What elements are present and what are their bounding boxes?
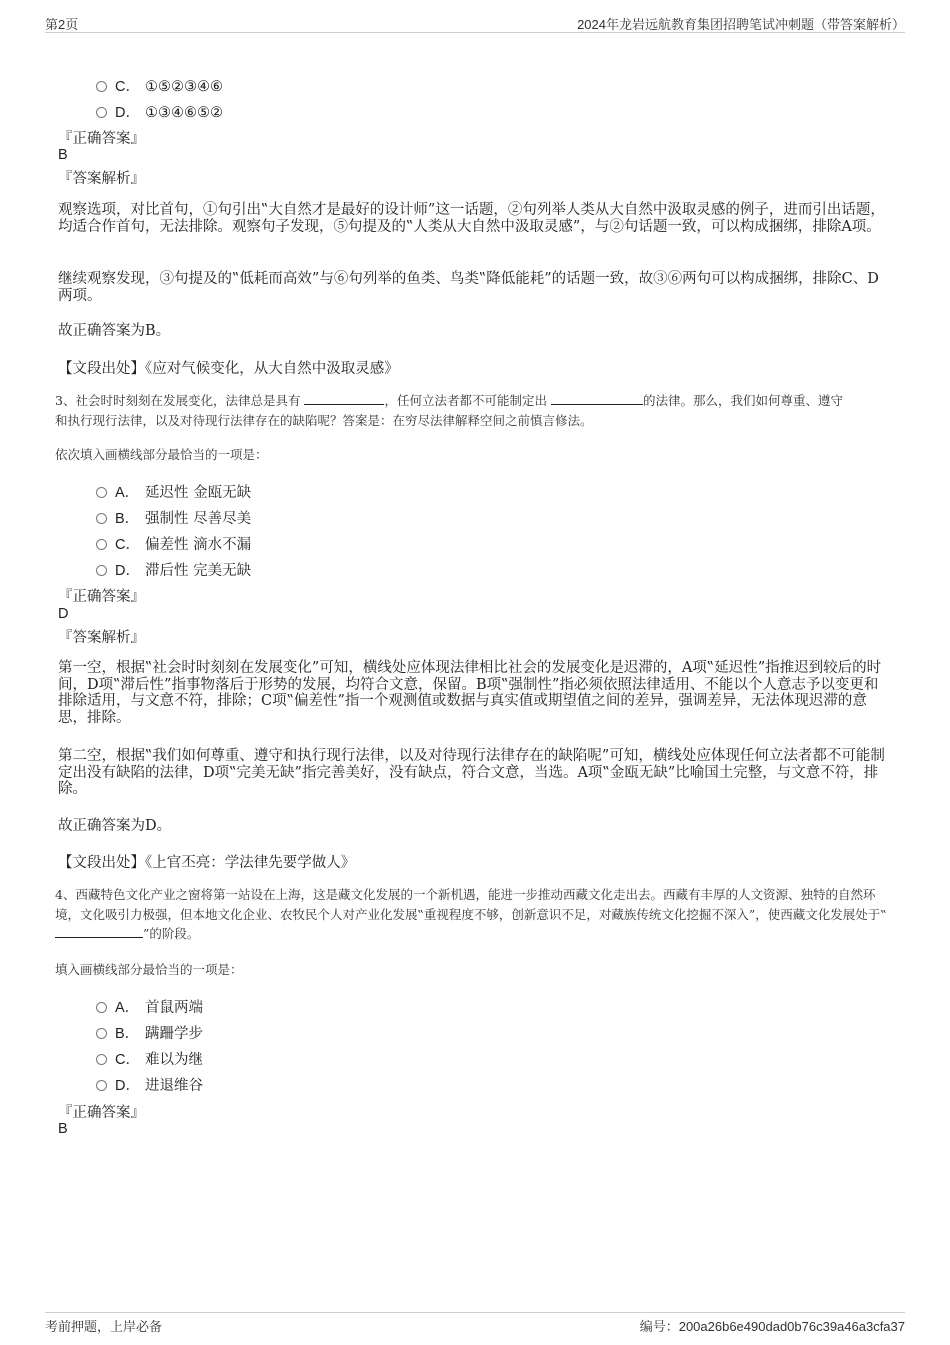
- q2-analysis-label: 『答案解析』: [58, 171, 145, 187]
- q2-answer: B: [58, 147, 68, 163]
- radio-icon[interactable]: [96, 487, 107, 498]
- page-number: 第2页: [45, 17, 79, 32]
- q4-stem: 4、西藏特色文化产业之窗将第一站设在上海，这是藏文化发展的一个新机遇，能进一步推动西藏文化走出去。西藏有丰厚的人文资源、独特的自然环境，文化吸引力极强，但本地文化企业、农牧民个人对产业化发展‟重视程度不够，创新意识不足，对藏族传统文化挖掘不深入”，使西藏文化发展处于‟”的阶段。: [55, 887, 887, 941]
- q3-analysis-p2: 第二空，根据‟我们如何尊重、遵守和执行现行法律，以及对待现行法律存在的缺陷呢”可知，横线处应体现任何立法者都不可能制定出没有缺陷的法律，D项‟完美无缺”指完善美好，没有缺点，符合文意，当选。A项‟金瓯无缺”比喻国土完整，与文意不符，排除。: [58, 748, 885, 797]
- q3-analysis-p3: 故正确答案为D。: [58, 818, 172, 834]
- q3-prompt: 依次填入画横线部分最恰当的一项是：: [55, 447, 268, 462]
- radio-icon[interactable]: [96, 1002, 107, 1013]
- q4-option-b[interactable]: B． 蹒跚学步: [96, 1022, 203, 1043]
- page-header: [45, 12, 905, 33]
- blank-3: [55, 925, 143, 938]
- radio-icon[interactable]: [96, 539, 107, 550]
- radio-icon[interactable]: [96, 1054, 107, 1065]
- q3-analysis-p1: 第一空，根据‟社会时时刻刻在发展变化”可知，横线处应体现法律相比社会的发展变化是迟滞的，A项‟延迟性”指推迟到较后的时间，D项‟滞后性”指事物落后于形势的发展，均符合文意，保留。B项‟强制性”指必须依照法律适用、不能以个人意志予以变更和排除适用，与文意不符，排除；C项‟偏差性”指一个观测值或数据与真实值或期望值之间的差异，强调差异，无法体现迟滞的意思，排除。: [58, 660, 882, 726]
- q3-option-b[interactable]: B． 强制性 尽善尽美: [96, 507, 251, 528]
- q3-answer: D: [58, 606, 69, 622]
- blank-2: [551, 392, 643, 405]
- radio-icon[interactable]: [96, 81, 107, 92]
- q2-analysis-p3: 故正确答案为B。: [58, 323, 171, 339]
- q3-analysis-label: 『答案解析』: [58, 630, 145, 646]
- q2-analysis-p1: 观察选项，对比首句，①句引出‟大自然才是最好的设计师”这一话题，②句列举人类从大自然中汲取灵感的例子，进而引出话题，均适合作首句，无法排除。观察句子发现，⑤句提及的‟人类从大自然中汲取灵感”，与②句话题一致，可以构成捆绑，排除A项。: [58, 202, 885, 235]
- radio-icon[interactable]: [96, 1080, 107, 1091]
- radio-icon[interactable]: [96, 513, 107, 524]
- q4-answer-label: 『正确答案』: [58, 1105, 145, 1121]
- footer-code: 编号：200a26b6e490dad0b76c39a46a3cfa37: [639, 1319, 905, 1335]
- q4-option-c[interactable]: C． 难以为继: [96, 1048, 203, 1069]
- document-title: 2024年龙岩远航教育集团招聘笔试冲刺题（带答案解析）: [577, 17, 905, 32]
- q3-option-a[interactable]: A． 延迟性 金瓯无缺: [96, 481, 251, 502]
- radio-icon[interactable]: [96, 565, 107, 576]
- radio-icon[interactable]: [96, 1028, 107, 1039]
- q2-answer-label: 『正确答案』: [58, 131, 145, 147]
- q3-stem: 3、社会时时刻刻在发展变化，法律总是具有 ，任何立法者都不可能制定出 的法律。那么，我们如何尊重、遵守 和执行现行法律，以及对待现行法律存在的缺陷呢？答案是：在穷尽法律解释空间之前慎言修法。: [55, 393, 843, 428]
- q3-source: 【文段出处】《上官丕亮：学法律先要学做人》: [58, 855, 356, 871]
- q2-option-c[interactable]: C． ①⑤②③④⑥: [96, 75, 223, 96]
- footer-slogan: 考前押题，上岸必备: [45, 1320, 163, 1335]
- q3-option-d[interactable]: D． 滞后性 完美无缺: [96, 559, 251, 580]
- q4-prompt: 填入画横线部分最恰当的一项是：: [55, 962, 243, 977]
- q3-option-c[interactable]: C． 偏差性 滴水不漏: [96, 533, 251, 554]
- q4-answer: B: [58, 1121, 68, 1137]
- q2-source: 【文段出处】《应对气候变化，从大自然中汲取灵感》: [58, 361, 399, 377]
- blank-1: [304, 392, 384, 405]
- q4-option-a[interactable]: A． 首鼠两端: [96, 996, 203, 1017]
- page-footer: [45, 1312, 905, 1335]
- q2-option-d[interactable]: D． ①③④⑥⑤②: [96, 101, 223, 122]
- radio-icon[interactable]: [96, 107, 107, 118]
- q4-option-d[interactable]: D． 进退维谷: [96, 1074, 203, 1095]
- q3-answer-label: 『正确答案』: [58, 589, 145, 605]
- q2-analysis-p2: 继续观察发现，③句提及的‟低耗而高效”与⑥句列举的鱼类、鸟类‟降低能耗”的话题一致，故③⑥两句可以构成捆绑，排除C、D两项。: [58, 271, 879, 304]
